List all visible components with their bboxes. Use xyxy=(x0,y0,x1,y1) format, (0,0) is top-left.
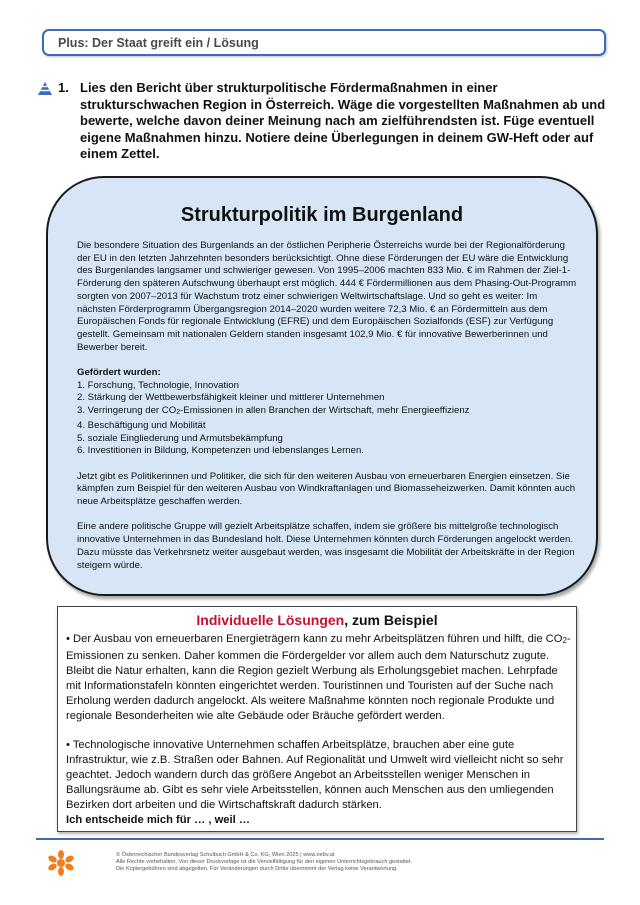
info-body xyxy=(77,240,577,585)
bullet-1-end: -Emissionen zu senken. Daher kommen die Fördergelder vor allem auch dem Naturschutz zugute. Bleibt die Natur erhalten, kann die Region gezielt Werbung als Erholungsgebiet machen. Lehrpfade mit Informationstafeln könnten eingerichtet werden. Touristinnen und Touristen auf der Suche nach Erholung werden dadurch angelockt. Als weitere Maßnahme könnten noch regionale Produkte und regionale Besonderheiten wie alte Gebäude oder Bräuche gefördert werden. xyxy=(66,633,571,722)
list-item: 2. Stärkung der Wettbewerbsfähigkeit kleiner und mittlerer Unternehmen xyxy=(77,392,385,404)
page-title: Plus: Der Staat greift ein / Lösung xyxy=(58,36,259,50)
list-item: 1. Forschung, Technologie, Innovation xyxy=(77,379,239,391)
co2-subscript: 2 xyxy=(562,636,567,645)
footer-legal xyxy=(116,852,596,874)
list-item: 6. Investitionen in Bildung, Kompetenzen und lebenslanges Lernen. xyxy=(77,445,364,457)
info-paragraph-3: Eine andere politische Gruppe will gezielt Arbeitsplätze schaffen, indem sie größere bis mittelgroße technologisch innovative Unternehmen in das Bundesland holt. Diese Unternehmen könnten durch Förderungen angelockt werden. Dazu müsste das Verkehrsnetz weiter ausgebaut werden, was insgesamt die Mobilität der Arbeitskräfte in der Region steigern würde. xyxy=(77,521,575,571)
info-paragraph-2: Jetzt gibt es Politikerinnen und Politiker, die sich für den weiteren Ausbau von erneuerbaren Energien einsetzen. Sie kämpfen zum Beispiel für den weiteren Ausbau von Windkraftanlagen und Biomasseheizwerken. Damit könnten auch neue Arbeitsplätze geschaffen werden. xyxy=(77,470,576,508)
co2-subscript: 2 xyxy=(176,409,181,417)
solution-bullet-1 xyxy=(66,632,572,723)
list-item: 5. soziale Eingliederung und Armutsbekämpfung xyxy=(77,432,283,444)
info-list-heading: Gefördert wurden: xyxy=(77,367,161,379)
solution-closing: Ich entscheide mich für … , weil … xyxy=(66,813,251,826)
solution-title xyxy=(58,612,576,628)
footer-copyright: © Österreichischer Bundesverlag Schulbuch GmbH & Co. KG, Wien 2025 | www.oebv.at xyxy=(116,852,335,858)
footer-divider xyxy=(36,838,604,840)
footer-rights: Alle Rechte vorbehalten. Von dieser Druckvorlage ist die Vervielfältigung für den eigenen Unterrichtsgebrauch gestattet. xyxy=(116,859,413,866)
solution-body xyxy=(66,632,572,828)
info-panel xyxy=(46,176,598,596)
solution-bullet-2: • Technologische innovative Unternehmen schaffen Arbeitsplätze, brauchen aber eine gute Infrastruktur, wie z.B. Straßen oder Bahnen. Auf Regionalität und Umwelt wird vielleicht nicht so sehr geachtet. Jedoch wandern durch das größere Angebot an Arbeitsstellen weniger Menschen in Ballungsräume ab. Gibt es sehr viele Arbeitsstellen, können auch Menschen aus den umliegenden Bezirken dort arbeiten und die Wirtschaftskraft dadurch stärken. xyxy=(66,739,564,811)
bullet-1-start: • Der Ausbau von erneuerbaren Energieträgern kann zu mehr Arbeitsplätzen führen und hilft, die CO xyxy=(66,633,563,645)
list-item: 4. Beschäftigung und Mobilität xyxy=(77,419,206,431)
info-paragraph-1: Die besondere Situation des Burgenlands an der östlichen Peripherie Österreichs wurde bei der Regionalförderung der EU in den letzten Jahrzehnten besonders berücksichtigt. Ohne diese Förderungen der EU wäre die Entwicklung des Burgenlandes langsamer und schwieriger gewesen. Von 1995–2006 machten 833 Mio. € im Rahmen der Ziel-1-Förderung den späteren Aufschwung überhaupt erst möglich. 444 € Fördermillionen aus dem Phasing-Out-Programm sorgten von 2007–2013 für Wachstum trotz einer schwierigen Weltwirtschaftslage. Und so geht es weiter: Im nächsten Förderprogramm Übergangsregion 2014–2020 wurden weitere 72,3 Mio. € an Fördermitteln aus dem Europäischen Fonds für regionale Entwicklung (EFRE) und dem Europäischen Sozialfonds (ESF) zur Verfügung gestellt. Gemeinsam mit nationalen Geldern standen insgesamt 102,9 Mio. € für innovative Bewerberinnen und Bewerber bereit. xyxy=(77,240,577,353)
solution-title-rest: , zum Beispiel xyxy=(344,612,438,628)
solution-title-highlight: Individuelle Lösungen xyxy=(196,612,345,628)
solution-panel xyxy=(57,606,577,832)
footer-fees: Die Kopiergebühren sind abgegolten. Für Veränderungen durch Dritte übernimmt der Verlag keine Verantwortung. xyxy=(116,866,398,873)
page-header xyxy=(42,29,606,56)
funding-list xyxy=(77,380,577,458)
task-instructions: Lies den Bericht über strukturpolitische Fördermaßnahmen in einer strukturschwachen Region in Österreich. Wäge die vorgestellten Maßnahmen ab und bewerte, welche davon deiner Meinung nach am zielführendsten ist. Füge eventuell eigene Maßnahmen hinzu. Notiere deine Überlegungen in deinem GW-Heft oder auf einem Zettel. xyxy=(80,80,606,161)
list-item-3-end: -Emissionen in allen Branchen der Wirtschaft, mehr Energieeffizienz xyxy=(180,405,470,417)
triangle-level-icon xyxy=(38,82,52,95)
list-item xyxy=(77,405,577,420)
list-item-3-start: 3. Verringerung der CO xyxy=(77,405,177,417)
task-number: 1. xyxy=(58,80,69,95)
info-title: Strukturpolitik im Burgenland xyxy=(180,204,464,226)
oebv-logo-icon xyxy=(48,850,74,876)
